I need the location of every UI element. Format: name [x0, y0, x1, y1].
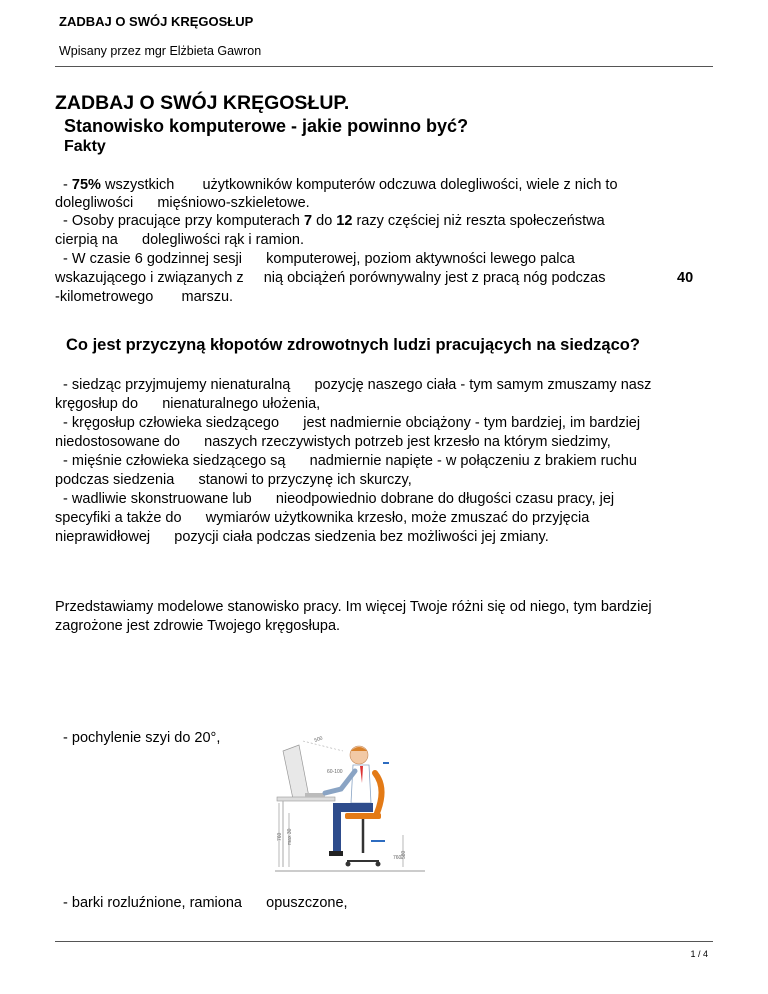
dim-label: max 30 — [287, 828, 293, 845]
article-subtitle: Stanowisko komputerowe - jakie powinno być? — [64, 116, 469, 136]
header-author: Wpisany przez mgr Elżbieta Gawron — [59, 44, 262, 58]
facts-line: -kilometrowego marszu. — [55, 289, 234, 305]
dim-label: 60-100 — [327, 769, 343, 775]
dim-label: 760 — [277, 832, 283, 841]
dim-label: 500 — [313, 735, 324, 744]
causes-line: - wadliwie skonstruowane lub nieodpowiednio dobrane do długości czasu pracy, jej — [55, 491, 615, 507]
workstation-illustration — [275, 733, 425, 873]
causes-line: nieprawidłowej pozycji ciała podczas siedzenia bez możliwości jej zmiany. — [55, 529, 549, 545]
bullet-shoulders: - barki rozluźnione, ramiona opuszczone, — [55, 895, 348, 911]
bullet-neck: - pochylenie szyi do 20°, — [55, 730, 221, 746]
article-title: ZADBAJ O SWÓJ KRĘGOSŁUP. — [55, 92, 350, 114]
causes-line: - siedząc przyjmujemy nienaturalną pozycję naszego ciała - tym samym zmuszamy nasz — [55, 377, 652, 393]
facts-line: - 75% wszystkich użytkowników komputerów odczuwa dolegliwości, wiele z nich to — [55, 177, 618, 193]
footer-divider — [55, 941, 713, 942]
facts-line: - Osoby pracujące przy komputerach 7 do 12 razy częściej niż reszta społeczeństwa — [55, 213, 605, 229]
causes-line: - mięśnie człowieka siedzącego są nadmiernie napięte - w połączeniu z brakiem ruchu — [55, 453, 637, 469]
causes-heading: Co jest przyczyną kłopotów zdrowotnych ludzi pracujących na siedząco? — [66, 336, 640, 354]
dim-label: 760 — [393, 855, 402, 861]
workstation-drawing — [275, 733, 425, 873]
causes-line: podczas siedzenia stanowi to przyczynę ich skurczy, — [55, 472, 412, 488]
header-title: ZADBAJ O SWÓJ KRĘGOSŁUP — [59, 14, 254, 29]
causes-line: specyfiki a także do wymiarów użytkownika krzesło, może zmuszać do przyjęcia — [55, 510, 590, 526]
facts-line: cierpią na dolegliwości rąk i ramion. — [55, 232, 305, 248]
causes-line: - kręgosłup człowieka siedzącego jest nadmiernie obciążony - tym bardziej, im bardziej — [55, 415, 641, 431]
facts-line: wskazującego i związanych z nią obciążeń porównywalny jest z pracą nóg podczas — [55, 270, 606, 286]
header-divider — [55, 66, 713, 67]
intro-line: zagrożone jest zdrowie Twojego kręgosłupa. — [55, 618, 341, 634]
intro-line: Przedstawiamy modelowe stanowisko pracy. Im więcej Twoje różni się od niego, tym bardziej — [55, 599, 652, 615]
causes-line: niedostosowane do naszych rzeczywistych potrzeb jest krzesło na którym siedzimy, — [55, 434, 611, 450]
facts-line: dolegliwości mięśniowo-szkieletowe. — [55, 195, 310, 211]
facts-heading: Fakty — [64, 138, 106, 155]
facts-number: 40 — [677, 270, 694, 286]
dim-label: 580 — [401, 850, 407, 859]
page-number: 1 / 4 — [690, 949, 708, 959]
causes-line: kręgosłup do nienaturalnego ułożenia, — [55, 396, 321, 412]
facts-line: - W czasie 6 godzinnej sesji komputerowej, poziom aktywności lewego palca — [55, 251, 575, 267]
